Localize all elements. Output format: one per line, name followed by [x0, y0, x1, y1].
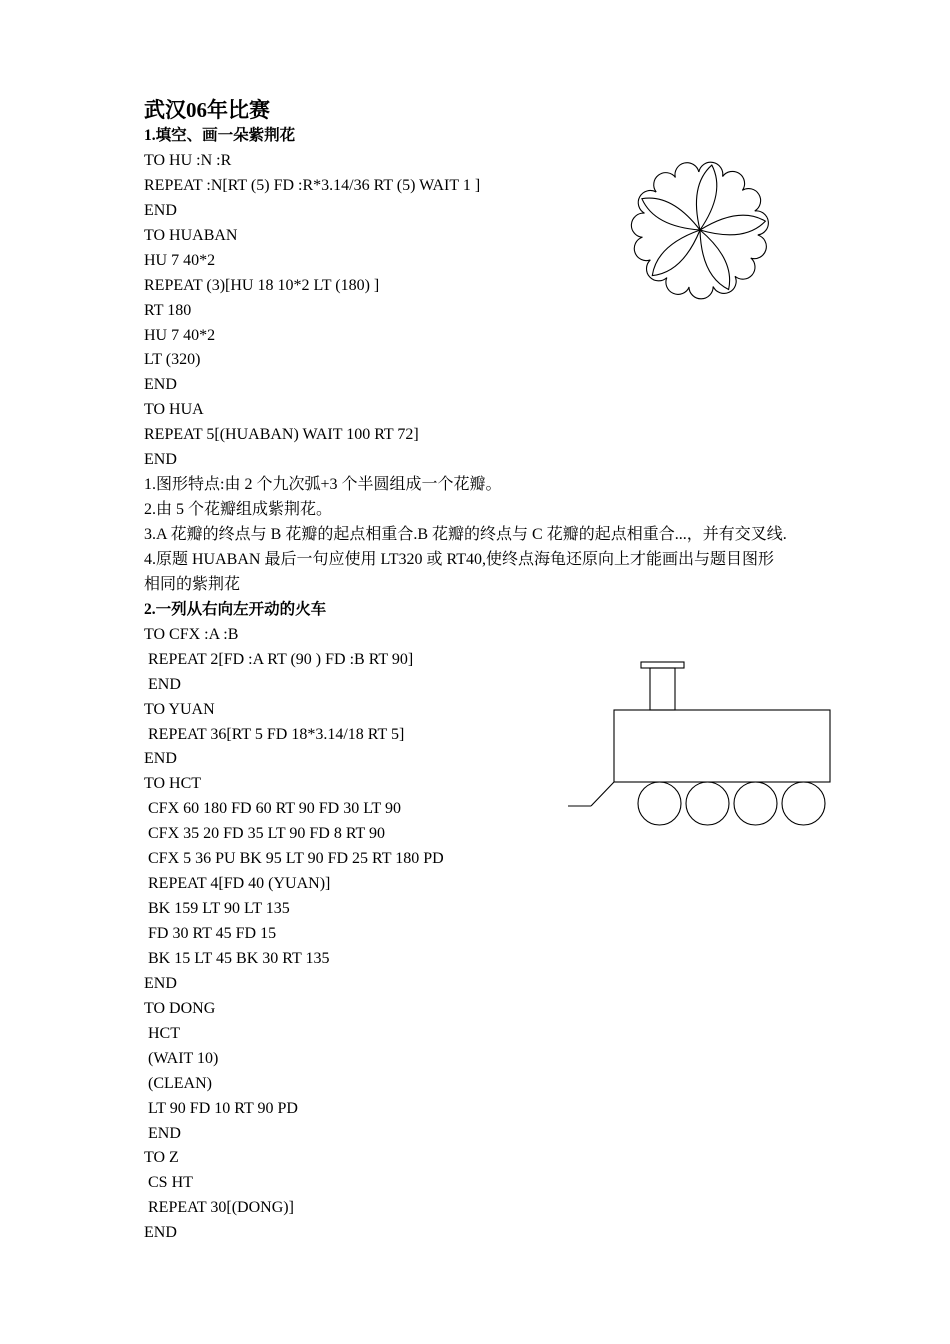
- train-hook-diagonal: [591, 782, 614, 806]
- document-title: 武汉06年比赛: [144, 98, 270, 122]
- train-body: [614, 710, 830, 782]
- text-line: END: [144, 675, 181, 693]
- text-line: REPEAT 36[RT 5 FD 18*3.14/18 RT 5]: [144, 725, 405, 743]
- flower-petal: [652, 230, 700, 276]
- text-line: TO HU :N :R: [144, 151, 232, 169]
- text-line: CFX 5 36 PU BK 95 LT 90 FD 25 RT 180 PD: [144, 850, 444, 868]
- text-line: END: [144, 1124, 181, 1142]
- flower-scallop: [742, 189, 760, 211]
- text-line: 3.A 花瓣的终点与 B 花瓣的起点相重合.B 花瓣的终点与 C 花瓣的起点相重合...，并有交叉线.: [144, 526, 787, 543]
- flower-scallop: [654, 173, 676, 192]
- text-line: TO HCT: [144, 775, 202, 793]
- text-line: REPEAT 5[(HUABAN) WAIT 100 RT 72]: [144, 426, 419, 444]
- text-line: REPEAT (3)[HU 18 10*2 LT (180) ]: [144, 276, 380, 294]
- text-line: BK 159 LT 90 LT 135: [144, 900, 290, 918]
- section-heading: 1.填空、画一朵紫荆花: [144, 127, 296, 144]
- text-line: END: [144, 974, 177, 992]
- flower-scallop: [675, 163, 699, 178]
- text-line: END: [144, 750, 177, 768]
- text-line: RT 180: [144, 301, 192, 319]
- text-line: TO DONG: [144, 999, 216, 1017]
- text-line: LT (320): [144, 351, 201, 369]
- text-line: TO CFX :A :B: [144, 625, 239, 643]
- flower-petal: [642, 198, 700, 230]
- flower-scallop: [689, 286, 713, 298]
- train-chimney-cap: [641, 662, 684, 668]
- text-line: END: [144, 201, 177, 219]
- text-line: REPEAT 2[FD :A RT (90 ) FD :B RT 90]: [144, 650, 414, 668]
- flower-petal: [696, 165, 716, 230]
- flower-scallop: [723, 171, 745, 190]
- text-line: TO YUAN: [144, 700, 215, 718]
- text-line: HU 7 40*2: [144, 326, 216, 344]
- text-line: CFX 60 180 FD 60 RT 90 FD 30 LT 90: [144, 800, 402, 818]
- flower-scallop: [634, 237, 650, 261]
- flower-petal: [700, 230, 730, 289]
- text-line: HU 7 40*2: [144, 251, 216, 269]
- text-line: TO HUA: [144, 401, 204, 419]
- text-line: CFX 35 20 FD 35 LT 90 FD 8 RT 90: [144, 825, 386, 843]
- flower-scallop: [735, 258, 755, 279]
- text-line: END: [144, 1224, 177, 1242]
- train-figure: [566, 658, 836, 830]
- train-wheel: [734, 782, 777, 825]
- text-line: CS HT: [144, 1174, 193, 1192]
- text-line: END: [144, 451, 177, 469]
- text-line: HCT: [144, 1024, 180, 1042]
- text-line: (CLEAN): [144, 1074, 212, 1092]
- flower-scallop: [713, 276, 736, 293]
- train-wheel: [782, 782, 825, 825]
- text-line: REPEAT 4[FD 40 (YUAN)]: [144, 875, 331, 893]
- train-wheel: [686, 782, 729, 825]
- train-wheel: [638, 782, 681, 825]
- bauhinia-flower-figure: [628, 160, 774, 300]
- flower-scallop: [666, 278, 689, 295]
- text-line: 相同的紫荆花: [144, 575, 241, 593]
- text-line: 4.原题 HUABAN 最后一句应使用 LT320 或 RT40,使终点海龟还原向上才能画出与题目图形: [144, 550, 775, 568]
- text-line: FD 30 RT 45 FD 15: [144, 925, 277, 942]
- flower-scallop: [631, 213, 644, 237]
- text-line: END: [144, 376, 177, 394]
- text-line: TO HUABAN: [144, 226, 238, 244]
- text-line: 1.图形特点:由 2 个九次弧+3 个半圆组成一个花瓣。: [144, 476, 502, 494]
- train-chimney: [650, 668, 675, 710]
- flower-scallop: [751, 235, 767, 259]
- text-line: LT 90 FD 10 RT 90 PD: [144, 1099, 298, 1117]
- text-line: (WAIT 10): [144, 1049, 219, 1067]
- text-line: 2.由 5 个花瓣组成紫荆花。: [144, 501, 333, 519]
- flower-scallop: [638, 191, 656, 214]
- text-line: BK 15 LT 45 BK 30 RT 135: [144, 949, 330, 967]
- text-line: REPEAT :N[RT (5) FD :R*3.14/36 RT (5) WAIT 1 ]: [144, 176, 481, 194]
- text-line: REPEAT 30[(DONG)]: [144, 1199, 294, 1217]
- flower-petal: [700, 215, 765, 235]
- section-heading: 2.一列从右向左开动的火车: [144, 600, 327, 618]
- flower-scallop: [699, 162, 723, 176]
- text-line: TO Z: [144, 1149, 179, 1167]
- flower-scallop: [755, 211, 769, 235]
